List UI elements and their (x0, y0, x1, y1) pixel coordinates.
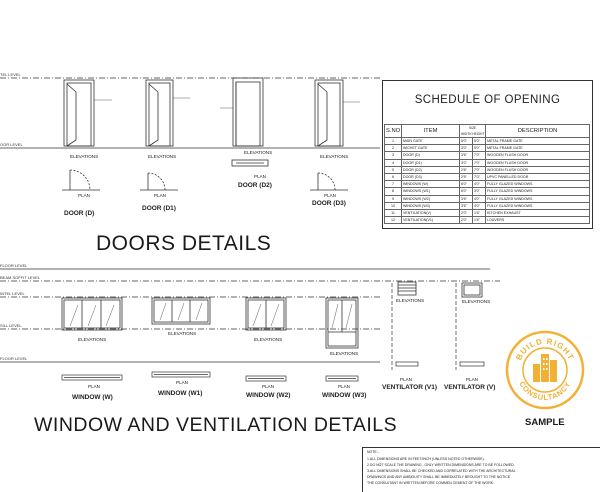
schedule-cell-height: 3'0" (473, 188, 486, 195)
schedule-cell-height: 4'0" (473, 181, 486, 188)
plan-label: PLAN (324, 193, 337, 198)
schedule-cell-description: FULLY GLAZED WINDOWS (486, 188, 590, 195)
schedule-cell-item: DOOR (D3) (402, 173, 460, 180)
schedule-cell-item: WINDOWS (W3) (402, 202, 460, 209)
col-size-label: SIZE (468, 126, 477, 130)
schedule-cell-item: DOOR (D1) (402, 159, 460, 166)
schedule-cell-item: DOOR (D2) (402, 166, 460, 173)
schedule-row (385, 217, 590, 224)
schedule-cell-width: 5'0" (460, 138, 473, 145)
notes-title: NOTE:- (367, 450, 379, 454)
schedule-cell-height: 7'0" (473, 166, 486, 173)
elevations-label: ELEVATIONS (168, 331, 197, 336)
level-label-floor-win: FLOOR LEVEL (0, 263, 28, 268)
schedule-cell-item: WINDOWS (W) (402, 181, 460, 188)
schedule-cell-height: 1'6" (473, 217, 486, 224)
schedule-row (385, 181, 590, 188)
schedule-cell-description: WOODEN FLUSH DOOR (486, 152, 590, 159)
elevations-label: ELEVATIONS (148, 154, 177, 159)
schedule-cell-sno: 10 (385, 202, 402, 209)
schedule-cell-description: METAL FRAME GATE (486, 138, 590, 145)
schedule-cell-description: WOODEN FLUSH DOOR (486, 159, 590, 166)
door-d-label: DOOR (D) (64, 210, 95, 217)
schedule-row (385, 188, 590, 195)
schedule-cell-sno: 8 (385, 188, 402, 195)
ventilator-v1-label: VENTILATOR (V1) (382, 384, 438, 391)
ventilator-v-label: VENTILATOR (V) (444, 384, 496, 391)
level-label-lintel-top: TEL LEVEL (0, 72, 21, 77)
note-line: THE CONSULTANT IN WRITTEN BEFORE COMMEN CEMENT OF THE WORK. (367, 481, 495, 485)
schedule-cell-description: UPVC PANELLED DOOR (486, 173, 590, 180)
schedule-row (385, 173, 590, 180)
schedule-cell-width: 2'6" (460, 166, 473, 173)
schedule-row (385, 152, 590, 159)
plan-label: PLAN (88, 384, 101, 389)
schedule-cell-item: VENTILATION(V1) (402, 217, 460, 224)
note-line: 2.DO NOT SCALE THE DRAWING , ONLY WRITTEN DIMENSIONS ARE TO BE FOLLOWED. (367, 463, 515, 467)
level-label-beam-soffit: BEAM SOFFIT LEVEL (0, 275, 41, 280)
schedule-cell-sno: 3 (385, 152, 402, 159)
schedule-cell-height: 7'0" (473, 152, 486, 159)
schedule-cell-height: 4'0" (473, 202, 486, 209)
col-width-label: WIDTH (461, 132, 472, 136)
plan-label: PLAN (176, 380, 189, 385)
elevations-label: ELEVATIONS (70, 154, 99, 159)
svg-text:CONSULTANCY (517, 380, 572, 402)
schedule-cell-sno: 12 (385, 217, 402, 224)
plan-label: PLAN (78, 193, 91, 198)
door-d3-label: DOOR (D3) (312, 200, 346, 207)
schedule-cell-width: 2'0" (460, 217, 473, 224)
plan-label: PLAN (154, 193, 167, 198)
schedule-title: SCHEDULE OF OPENING (414, 94, 561, 106)
window-w1-label: WINDOW (W1) (158, 390, 203, 397)
schedule-cell-width: 3'0" (460, 159, 473, 166)
window-ventilation-heading: WINDOW AND VENTILATION DETAILS (34, 414, 398, 436)
schedule-cell-description: KITCHEN EXHAUST (486, 209, 590, 216)
elevations-label: ELEVATIONS (396, 298, 425, 303)
schedule-cell-description: FULLY GLAZED WINDOWS (486, 195, 590, 202)
schedule-row (385, 195, 590, 202)
elevations-label: ELEVATIONS (78, 337, 107, 342)
level-label-floor-bottom: FLOOR LEVEL (0, 356, 28, 361)
col-item: ITEM (402, 125, 460, 138)
sample-watermark: SAMPLE (525, 417, 565, 428)
schedule-cell-description: METAL FRAME GATE (486, 145, 590, 152)
stamp-top-text: BUILD RIGHT (514, 336, 576, 362)
note-line: 1.ALL DIMENSIONS ARE IN FEET/INCH (UNLESS NOTED OTHERWISE). (367, 457, 485, 461)
elevations-label: ELEVATIONS (244, 150, 273, 155)
col-description: DESCRIPTION (486, 125, 590, 138)
door-d1-label: DOOR (D1) (142, 205, 176, 212)
schedule-cell-width: 2'6" (460, 173, 473, 180)
schedule-cell-sno: 7 (385, 181, 402, 188)
notes-box (362, 447, 600, 492)
schedule-cell-item: MAIN GATE (402, 138, 460, 145)
elevations-label: ELEVATIONS (254, 337, 283, 342)
schedule-cell-description: LOUVERS (486, 217, 590, 224)
schedule-cell-height: 7'0" (473, 173, 486, 180)
schedule-cell-item: WICKET GATE (402, 145, 460, 152)
schedule-cell-sno: 9 (385, 195, 402, 202)
schedule-cell-width: 6'0" (460, 188, 473, 195)
window-w2-label: WINDOW (W2) (246, 392, 291, 399)
schedule-cell-height: 7'0" (473, 159, 486, 166)
plan-label: PLAN (338, 384, 351, 389)
schedule-cell-item: DOOR (D) (402, 152, 460, 159)
stamp-graphic (505, 330, 585, 410)
schedule-row (385, 159, 590, 166)
schedule-cell-item: WINDOWS (W1) (402, 188, 460, 195)
schedule-cell-width: 3'6" (460, 195, 473, 202)
note-line: 3.ALL DIMENSIONS SHALL BE CHECKED AND CORRELATED WITH THE ARCHITECTURAL (367, 469, 516, 473)
plan-label: PLAN (254, 174, 267, 179)
elevations-label: ELEVATIONS (320, 154, 349, 159)
schedule-row (385, 166, 590, 173)
schedule-cell-sno: 1 (385, 138, 402, 145)
schedule-grid (384, 124, 590, 224)
schedule-cell-width: 6'0" (460, 181, 473, 188)
col-size (460, 125, 486, 138)
schedule-cell-width: 3'0" (460, 145, 473, 152)
schedule-row (385, 138, 590, 145)
schedule-cell-height: 4'0" (473, 195, 486, 202)
schedule-cell-height: 5'0" (473, 138, 486, 145)
level-label-lintel-win: INTEL LEVEL (0, 291, 25, 296)
level-label-floor-top: OOR LEVEL (0, 142, 23, 147)
schedule-of-opening-table (382, 80, 593, 229)
schedule-cell-sno: 6 (385, 173, 402, 180)
schedule-row (385, 145, 590, 152)
schedule-cell-width: 3'6" (460, 202, 473, 209)
schedule-cell-item: WINDOWS (W2) (402, 195, 460, 202)
level-label-sill: SILL LEVEL (0, 323, 22, 328)
schedule-cell-height: 5'0" (473, 145, 486, 152)
schedule-cell-sno: 11 (385, 209, 402, 216)
schedule-cell-sno: 4 (385, 159, 402, 166)
window-w-label: WINDOW (W) (72, 394, 113, 401)
schedule-cell-description: FULLY GLAZED WINDOWS (486, 181, 590, 188)
schedule-row (385, 209, 590, 216)
plan-label: PLAN (466, 377, 479, 382)
elevations-label: ELEVATIONS (330, 351, 359, 356)
window-w3-label: WINDOW (W3) (322, 392, 367, 399)
schedule-body (385, 138, 590, 224)
build-right-consultancy-stamp (505, 330, 585, 410)
schedule-row (385, 202, 590, 209)
schedule-cell-width: 2'0" (460, 209, 473, 216)
plan-label: PLAN (262, 384, 275, 389)
schedule-cell-width: 3'6" (460, 152, 473, 159)
schedule-cell-sno: 5 (385, 166, 402, 173)
plan-label: PLAN (400, 377, 413, 382)
col-height-label: HEIGHT (472, 132, 485, 136)
schedule-cell-description: WOODEN FLUSH DOOR (486, 166, 590, 173)
schedule-cell-sno: 2 (385, 145, 402, 152)
schedule-cell-item: VENTILATION(V) (402, 209, 460, 216)
schedule-cell-description: FULLY GLAZED WINDOWS (486, 202, 590, 209)
col-sno: S.NO (385, 125, 402, 138)
stamp-bottom-text: CONSULTANCY (517, 379, 573, 403)
note-line: DRAWINGS AND ANY AMBIGUITY SHALL BE IMMEDIATELY BROUGHT TO THE NOTICE (367, 475, 511, 479)
door-d2-label: DOOR (D2) (238, 182, 272, 189)
schedule-cell-height: 1'6" (473, 209, 486, 216)
elevations-label: ELEVATIONS (462, 299, 491, 304)
doors-details-heading: DOORS DETAILS (96, 232, 272, 255)
